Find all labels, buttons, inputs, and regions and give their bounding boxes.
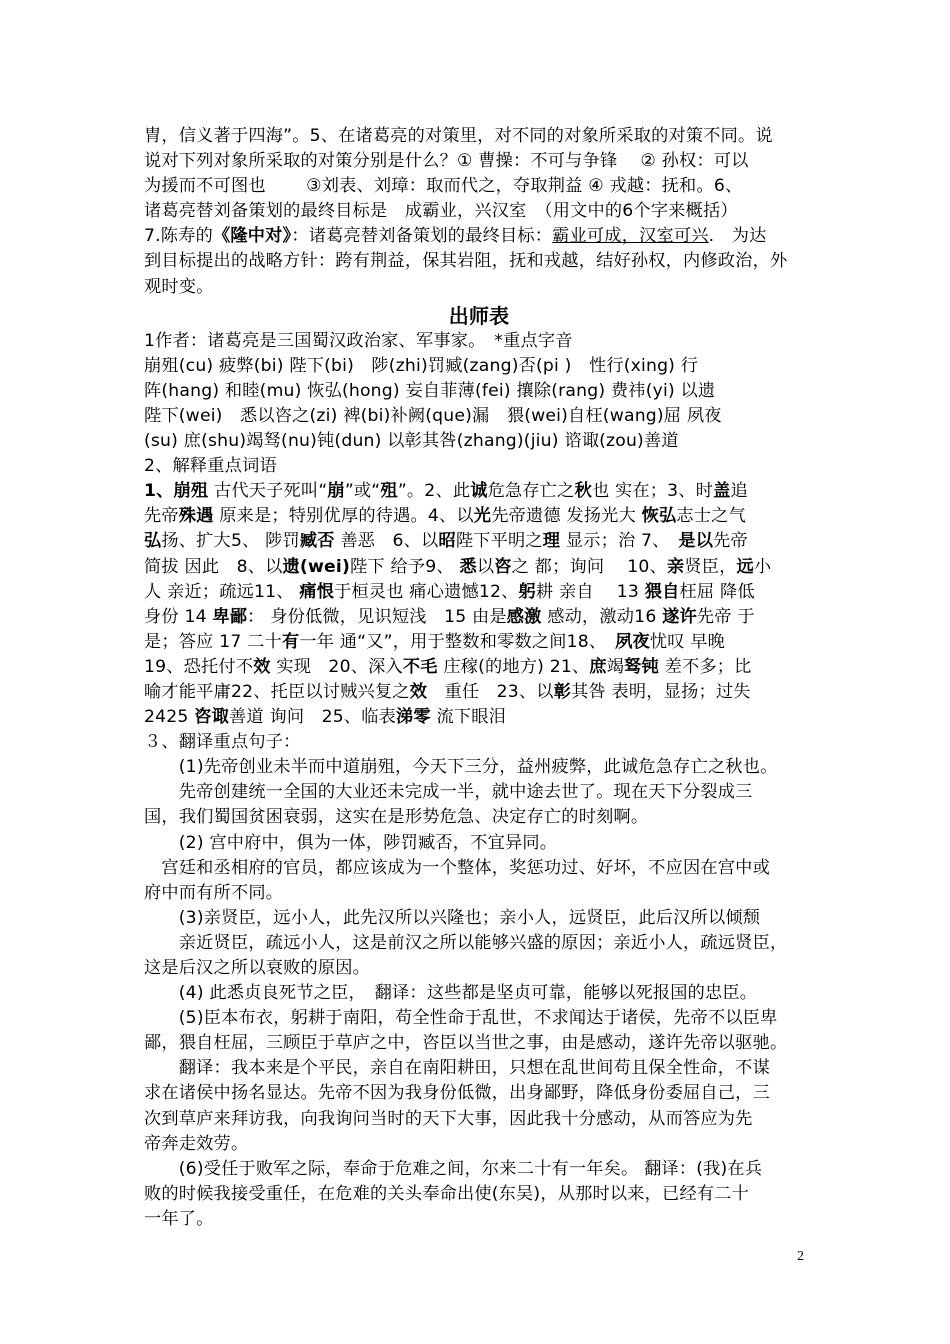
text-line: (6)受任于败军之际，奉命于危难之间，尔来二十有一年矣。 翻译：(我)在兵 — [144, 1158, 763, 1179]
bold-term: 是以 — [678, 531, 714, 552]
text-run: 古代天子死叫“ — [208, 481, 328, 502]
text-run: 简拔 因此 8、以 — [144, 556, 283, 577]
bold-term: 秋 — [574, 481, 592, 502]
text-line: 次到草庐来拜访我，向我询问当时的天下大事，因此我十分感动，从而答应为先 — [144, 1108, 753, 1129]
text-line: (2) 宫中府中，俱为一体，陟罚臧否，不宜异同。 — [144, 832, 558, 853]
text-line: 鄙，猥自枉屈，三顾臣于草庐之中，咨臣以当世之事，由是感动，遂许先帝以驱驰。 — [144, 1033, 788, 1054]
text-line: 翻译：我本来是个平民，亲自在南阳耕田，只想在乱世间苟且保全性命，不谋 — [144, 1058, 770, 1079]
bold-term: 殂 — [380, 481, 398, 502]
text-line: 1作者：诸葛亮是三国蜀汉政治家、军事家。 *重点字音 — [144, 330, 573, 351]
bold-term: 效 — [253, 656, 271, 677]
text-run: 追 — [730, 481, 748, 502]
text-line: 阵(hang) 和睦(mu) 恢弘(hong) 妄自菲薄(fei) 攘除(rang) 费祎(yi) 以遗 — [144, 380, 716, 401]
text-run: 7.陈寿的 — [144, 226, 213, 247]
text-line: 崩殂(cu) 疲弊(bi) 陛下(bi) 陟(zhi)罚臧(zang)否(pi ) 性行(xing) 行 — [144, 355, 699, 376]
text-run: 之 都；询问 10、 — [511, 556, 667, 577]
bold-term: 卑鄙 — [212, 606, 248, 627]
text-line: 先帝创建统一全国的大业还未完成一半，就中途去世了。现在天下分裂成三 — [144, 782, 753, 803]
text-run: 先帝遗德 发扬光大 — [491, 506, 642, 527]
text-run: 是；答应 17 二十 — [144, 631, 282, 652]
text-line: 诸葛亮替刘备策划的最终目标是 成霸业，兴汉室 （用文中的6个字来概括） — [144, 201, 738, 222]
bold-term: 效 — [409, 681, 428, 702]
bold-term: 庶 — [589, 656, 607, 677]
bold-term: 盖 — [713, 481, 731, 502]
bold-term: 咨 — [494, 556, 512, 577]
text-run: ”。2、此 — [397, 481, 471, 502]
vocab-line — [144, 630, 814, 655]
text-run: 竭 — [606, 656, 625, 677]
text-run: ： 身份低微，见识短浅 15 由是 — [247, 606, 507, 627]
text-line: ３、翻译重点句子： — [144, 732, 301, 753]
text-line: (5)臣本布衣，躬耕于南阳，苟全性命于乱世，不求闻达于诸侯，先帝不以臣卑 — [144, 1008, 778, 1029]
text-run: 人 亲近；疏远11、 — [144, 581, 300, 602]
text-run: 贤臣， — [684, 556, 737, 577]
text-line: 观时变。 — [144, 276, 214, 297]
text-line: 2、解释重点词语 — [144, 456, 277, 477]
text-run: 先帝 于 — [696, 606, 755, 627]
page-number: 2 — [797, 1249, 804, 1264]
bold-term: 远 — [736, 556, 754, 577]
text-run: . 为达 — [708, 226, 767, 247]
text-run: 陛下 给予9、 — [350, 556, 460, 577]
text-run: 于桓灵也 痛心遗憾12、 — [334, 581, 519, 602]
text-run: 2425 — [144, 707, 195, 728]
underlined-text: 霸业可成，汉室可兴 — [552, 226, 709, 247]
bold-term: 诚 — [470, 481, 488, 502]
text-run: 志士之气 — [676, 506, 746, 527]
bold-term: 涕零 — [396, 707, 431, 728]
bold-term: 猥自 — [644, 581, 680, 602]
vocab-line — [144, 504, 814, 529]
page-content — [144, 124, 814, 1232]
text-line: 求在诸侯中扬名显达。先帝不因为我身份低微，出身鄙野，降低身份委屈自己，三 — [144, 1083, 770, 1104]
bold-term: 躬 — [518, 581, 536, 602]
bold-term: 昭 — [438, 531, 456, 552]
text-run: 善道 询问 25、临表 — [229, 707, 397, 728]
text-run: 流下眼泪 — [430, 707, 507, 728]
bold-term: 理 — [542, 531, 561, 552]
text-run: 忧叹 早晚 — [649, 631, 726, 652]
text-line: 陛下(wei) 悉以咨之(zi) 裨(bi)补阙(que)漏 猥(wei)自枉(wang)屈 夙夜 — [144, 405, 722, 426]
bold-term: 咨诹 — [194, 707, 229, 728]
bold-term: 遗(wei) — [282, 556, 351, 577]
text-run: 以 — [476, 556, 495, 577]
text-run: 扬、扩大5、 陟罚 — [161, 531, 300, 552]
bold-term: 遂许 — [662, 606, 697, 627]
text-run: 先帝 — [144, 506, 179, 527]
text-run: 也 实在；3、时 — [591, 481, 714, 502]
bold-term: 殊遇 — [178, 506, 214, 527]
text-run: 耕 亲自 13 — [535, 581, 645, 602]
text-run: ”或“ — [344, 481, 381, 502]
text-run: 原来是；特别优厚的待遇。4、以 — [213, 506, 474, 527]
vocab-line — [144, 605, 814, 630]
text-line: (3)亲贤臣，远小人，此先汉所以兴隆也；亲小人，远贤臣，此后汉所以倾颓 — [144, 907, 761, 928]
text-run: 喻才能平庸22、托臣以讨贼兴复之 — [144, 681, 410, 702]
text-line: 这是后汉之所以衰败的原因。 — [144, 958, 371, 978]
text-run: 先帝 — [713, 531, 748, 552]
text-run: 善恶 6、以 — [334, 531, 439, 552]
bold-term: 1、崩殂 — [144, 481, 209, 502]
bold-term: 彰 — [553, 681, 572, 702]
text-line — [144, 224, 814, 249]
text-line: (4) 此悉贞良死节之臣， 翻译：这些都是坚贞可靠，能够以死报国的忠臣。 — [144, 983, 758, 1004]
text-line: 为援而不可图也 ③刘表、刘璋：取而代之，夺取荆益 ④ 戎越：抚和。6、 — [144, 176, 743, 197]
text-run: 实现 20、深入 — [270, 656, 403, 677]
text-line: 到目标提出的战略方针：跨有荆益，保其岩阻，抚和戎越，结好孙权，内修政治，外 — [144, 251, 788, 272]
text-line: 宫廷和丞相府的官员，都应该成为一个整体，奖惩功过、好坏，不应因在宫中或 — [144, 857, 770, 878]
text-run: 显示；治 7、 — [560, 531, 679, 552]
text-run: 差不多；比 — [658, 656, 752, 677]
text-run: 陛下平明之 — [455, 531, 543, 552]
bold-term: 光 — [473, 506, 492, 527]
bold-term: 夙夜 — [615, 631, 650, 652]
section-title: 出师表 — [448, 303, 510, 328]
bold-term: 悉 — [459, 556, 477, 577]
text-line: (1)先帝创业未半而中道崩殂，今天下三分，益州疲弊，此诚危急存亡之秋也。 — [144, 757, 778, 778]
bold-term: 驽钝 — [624, 656, 659, 677]
text-line: 败的时候我接受重任，在危难的关头奉命出使(东吴)，从那时以来，已经有二十 — [144, 1183, 749, 1204]
text-run: 小 — [753, 556, 772, 577]
bold-term: 痛恨 — [299, 581, 335, 602]
text-run: 一年 通“又”，用于整数和零数之间18、 — [299, 631, 616, 652]
text-run: 枉屈 降低 — [679, 581, 755, 602]
bold-term: 崩 — [327, 481, 345, 502]
text-run: 感动，激动16 — [541, 606, 663, 627]
bold-term: 弘 — [144, 531, 162, 552]
text-run: 其咎 表明，显扬；过失 — [571, 681, 751, 702]
text-run: 庄稼(的地方) 21、 — [437, 656, 590, 677]
bold-text: 《隆中对》 — [212, 226, 292, 247]
text-line: 府中而有所不同。 — [144, 882, 284, 903]
text-line: 一年了。 — [144, 1208, 214, 1229]
text-line: 国，我们蜀国贫困衰弱，这实在是形势危急、决定存亡的时刻啊。 — [144, 807, 649, 828]
text-run: ：诸葛亮替刘备策划的最终目标： — [291, 226, 553, 247]
vocab-line — [144, 555, 814, 580]
bold-term: 恢弘 — [641, 506, 677, 527]
bold-term: 亲 — [666, 556, 685, 577]
bold-term: 有 — [281, 631, 300, 652]
text-line: 亲近贤臣，疏远小人，这是前汉之所以能够兴盛的原因；亲近小人，疏远贤臣， — [144, 932, 788, 953]
text-run: 危急存亡之 — [487, 481, 575, 502]
text-line: 胄，信义著于四海”。5、在诸葛亮的对策里，对不同的对象所采取的对策不同。说 — [144, 126, 773, 146]
bold-term: 不毛 — [402, 656, 438, 677]
bold-term: 臧否 — [299, 531, 335, 552]
vocab-line — [144, 705, 814, 730]
text-line: (su) 庶(shu)竭驽(nu)钝(dun) 以彰其咎(zhang)(jiu) 谘诹(zou)善道 — [144, 431, 679, 452]
text-run: 重任 23、以 — [427, 681, 554, 702]
text-line: 说对下列对象所采取的对策分别是什么？① 曹操：不可与争锋 ② 孙权：可以 — [144, 151, 749, 172]
vocab-line — [144, 580, 814, 605]
vocab-line — [144, 655, 814, 680]
text-run: 19、恐托付不 — [144, 656, 254, 677]
bold-term: 感激 — [506, 606, 542, 627]
vocab-line — [144, 680, 814, 705]
text-run: 身份 14 — [144, 606, 213, 627]
vocab-line — [144, 529, 814, 554]
text-line: 帝奔走效劳。 — [144, 1133, 249, 1154]
vocab-line — [144, 479, 814, 504]
